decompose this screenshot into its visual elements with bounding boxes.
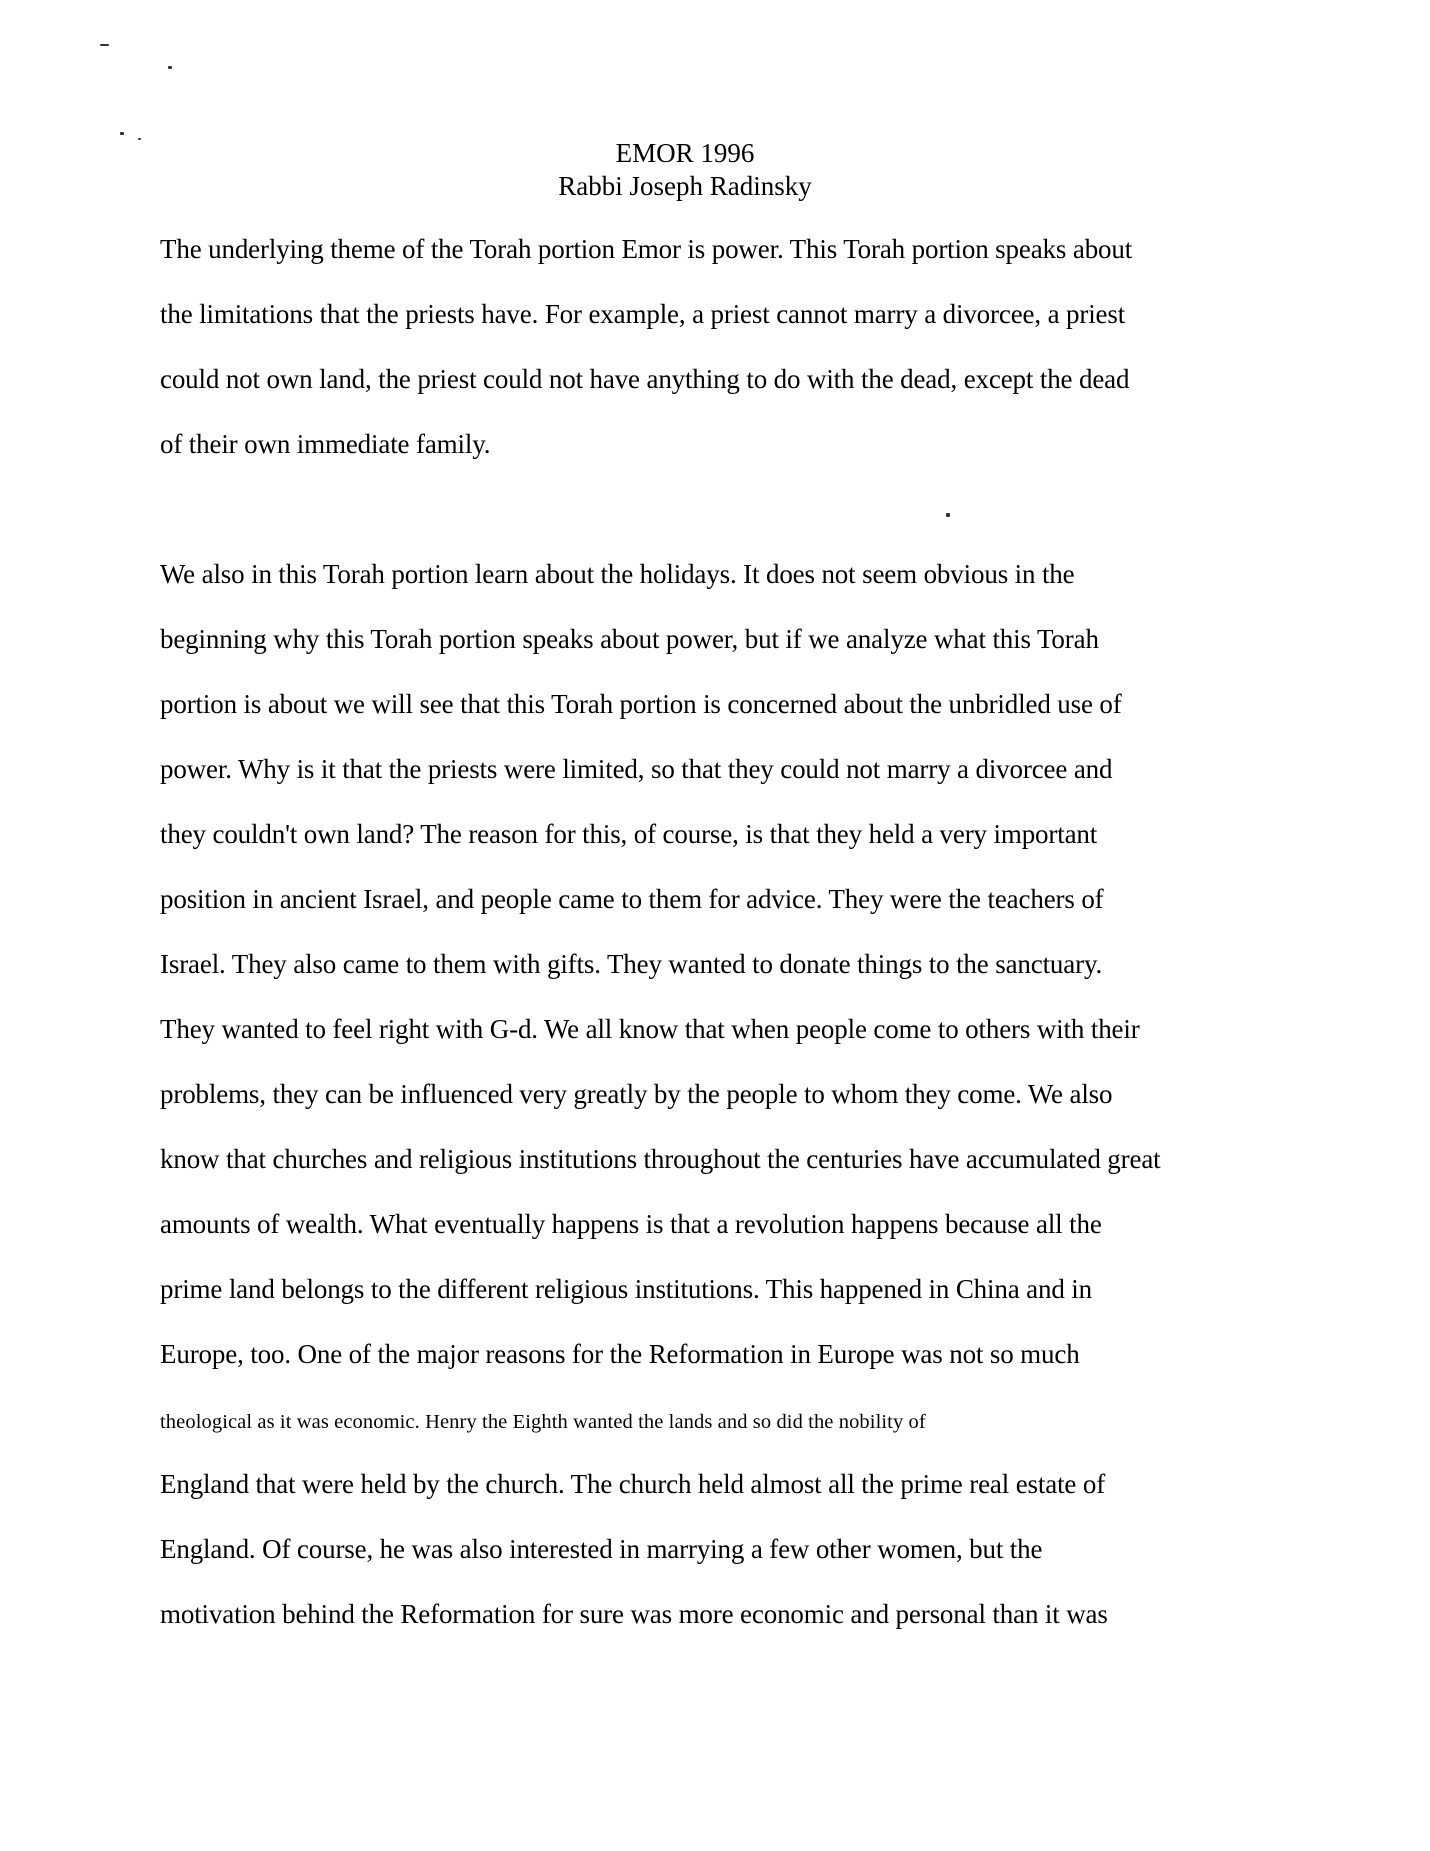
text-line: amounts of wealth. What eventually happens is that a revolution happens because all the bbox=[160, 1209, 1102, 1239]
text-line: Israel. They also came to them with gifts. They wanted to donate things to the sanctuary. bbox=[160, 949, 1103, 979]
scan-speck bbox=[946, 513, 950, 517]
text-line: motivation behind the Reformation for sure was more economic and personal than it was bbox=[160, 1599, 1108, 1629]
text-line: prime land belongs to the different religious institutions. This happened in China and in bbox=[160, 1274, 1093, 1304]
text-line: of their own immediate family. bbox=[160, 429, 491, 459]
text-line: power. Why is it that the priests were limited, so that they could not marry a divorcee and bbox=[160, 754, 1113, 784]
text-line: They wanted to feel right with G-d. We all know that when people come to others with their bbox=[160, 1014, 1140, 1044]
text-line: the limitations that the priests have. For example, a priest cannot marry a divorcee, a priest bbox=[160, 299, 1126, 329]
text-line: We also in this Torah portion learn about the holidays. It does not seem obvious in the bbox=[160, 559, 1075, 589]
document-title: EMOR 1996 bbox=[615, 138, 755, 168]
text-line: The underlying theme of the Torah portion Emor is power. This Torah portion speaks about bbox=[160, 234, 1133, 264]
scan-speck bbox=[168, 66, 172, 69]
scan-speck bbox=[100, 44, 109, 46]
text-line: problems, they can be influenced very greatly by the people to whom they come. We also bbox=[160, 1079, 1113, 1109]
text-line: know that churches and religious institutions throughout the centuries have accumulated great bbox=[160, 1144, 1161, 1174]
text-line: could not own land, the priest could not have anything to do with the dead, except the dead bbox=[160, 364, 1130, 394]
text-line: portion is about we will see that this Torah portion is concerned about the unbridled use of bbox=[160, 689, 1122, 719]
scan-speck bbox=[120, 132, 124, 135]
document-author: Rabbi Joseph Radinsky bbox=[558, 171, 812, 201]
text-line: England that were held by the church. The church held almost all the prime real estate of bbox=[160, 1469, 1106, 1499]
text-line: England. Of course, he was also interested in marrying a few other women, but the bbox=[160, 1534, 1043, 1564]
text-line: Europe, too. One of the major reasons for the Reformation in Europe was not so much bbox=[160, 1339, 1080, 1369]
text-line: beginning why this Torah portion speaks about power, but if we analyze what this Torah bbox=[160, 624, 1099, 654]
text-line: theological as it was economic. Henry the Eighth wanted the lands and so did the nobility of bbox=[160, 1411, 926, 1433]
text-line: position in ancient Israel, and people came to them for advice. They were the teachers of bbox=[160, 884, 1104, 914]
text-line: they couldn't own land? The reason for this, of course, is that they held a very important bbox=[160, 819, 1098, 849]
